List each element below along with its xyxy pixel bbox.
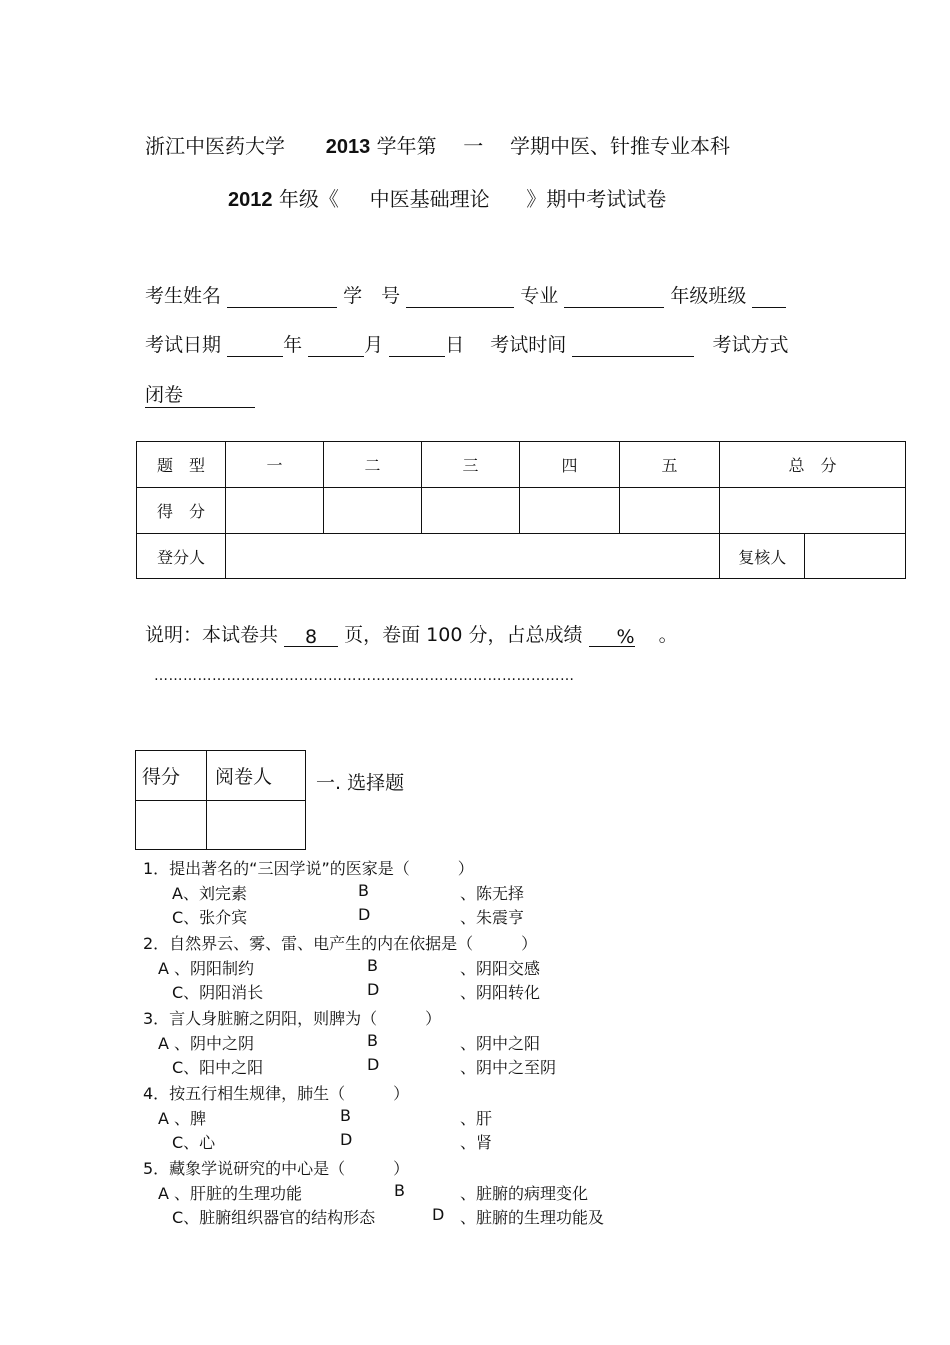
question-stem: 2．自然界云、雾、雷、电产生的内在依据是（ ） — [143, 934, 538, 953]
name-field[interactable] — [227, 287, 337, 308]
page-count: 8 — [284, 626, 338, 647]
grader-label: 阅卷人 — [207, 751, 306, 801]
note-text: 分，占总成绩 — [468, 624, 583, 646]
header-part-4: 四 — [520, 442, 620, 488]
question-stem: 1．提出著名的“三因学说”的医家是（ ） — [143, 859, 474, 878]
option-b[interactable]: 、阴中之阳 — [460, 1034, 541, 1053]
title-text: 学期中医、针推专业本科 — [510, 134, 731, 158]
header-part-1: 一 — [226, 442, 324, 488]
exam-time-label: 考试时间 — [490, 334, 567, 356]
year-unit: 年 — [283, 334, 303, 356]
day-unit: 日 — [445, 334, 465, 356]
option-c[interactable]: C、阴阳消长 — [172, 983, 264, 1002]
academic-year: 2013 — [325, 136, 371, 158]
option-d-letter[interactable]: D — [340, 1130, 353, 1149]
exam-month-field[interactable] — [308, 336, 364, 357]
note-text: 。 — [658, 624, 678, 646]
title-line-2 — [228, 183, 666, 212]
name-label: 考生姓名 — [145, 285, 222, 307]
university-name: 浙江中医药大学 — [145, 134, 285, 158]
option-c[interactable]: C、脏腑组织器官的结构形态 — [172, 1208, 376, 1227]
option-d-letter[interactable]: D — [367, 980, 380, 999]
total-points: 100 — [426, 624, 463, 646]
option-b-letter[interactable]: B — [394, 1181, 405, 1200]
grader-cell[interactable] — [207, 801, 306, 850]
major-field[interactable] — [564, 287, 664, 308]
score-row-label: 得 分 — [137, 488, 226, 534]
exam-date-label: 考试日期 — [145, 334, 222, 356]
option-d-letter[interactable]: D — [358, 905, 371, 924]
header-part-3: 三 — [422, 442, 520, 488]
option-d[interactable]: 、肾 — [460, 1133, 493, 1152]
exam-time-field[interactable] — [572, 336, 694, 357]
score-cell[interactable] — [226, 488, 324, 534]
question-stem: 5．藏象学说研究的中心是（ ） — [143, 1159, 410, 1178]
header-question-type: 题 型 — [137, 442, 226, 488]
note-text: 说明：本试卷共 — [145, 624, 279, 646]
title-text: 》期中考试试卷 — [526, 187, 667, 211]
exam-mode-row — [145, 380, 255, 408]
option-b[interactable]: 、阴阳交感 — [460, 959, 541, 978]
option-a[interactable]: A、刘完素 — [172, 884, 247, 903]
exam-day-field[interactable] — [389, 336, 445, 357]
option-a[interactable]: A 、脾 — [158, 1109, 207, 1128]
dotted-divider: …………………………………………………………………………… — [154, 668, 575, 684]
score-cell[interactable] — [520, 488, 620, 534]
option-a[interactable]: A 、阴中之阴 — [158, 1034, 255, 1053]
course-name: 中医基础理论 — [369, 187, 490, 211]
option-b[interactable]: 、肝 — [460, 1109, 493, 1128]
grade-year: 2012 — [228, 189, 273, 211]
term-number: 一 — [463, 134, 484, 158]
option-c[interactable]: C、张介宾 — [172, 908, 248, 927]
title-line-1 — [145, 130, 730, 159]
option-b-letter[interactable]: B — [358, 881, 369, 900]
exam-year-field[interactable] — [227, 336, 283, 357]
exam-note — [145, 620, 678, 647]
reviewer-label: 复核人 — [720, 534, 805, 579]
option-d[interactable]: 、朱震亨 — [460, 908, 525, 927]
question-stem: 4．按五行相生规律，肺生（ ） — [143, 1084, 410, 1103]
option-d[interactable]: 、阴阳转化 — [460, 983, 541, 1002]
option-b[interactable]: 、陈无择 — [460, 884, 525, 903]
recorder-cell[interactable] — [226, 534, 720, 579]
score-cell[interactable] — [422, 488, 520, 534]
question-stem: 3．言人身脏腑之阴阳，则脾为（ ） — [143, 1009, 442, 1028]
option-a[interactable]: A 、肝脏的生理功能 — [158, 1184, 303, 1203]
title-text: 年级《 — [278, 187, 339, 211]
option-c[interactable]: C、心 — [172, 1133, 216, 1152]
grade-score-label: 得分 — [136, 751, 207, 801]
percent-field: % — [589, 626, 635, 647]
option-b-letter[interactable]: B — [367, 956, 378, 975]
header-part-5: 五 — [620, 442, 720, 488]
reviewer-cell[interactable] — [805, 534, 906, 579]
student-id-label: 学 号 — [343, 285, 401, 307]
grading-box — [135, 750, 306, 850]
grade-score-cell[interactable] — [136, 801, 207, 850]
recorder-label: 登分人 — [137, 534, 226, 579]
month-unit: 月 — [364, 334, 384, 356]
option-b-letter[interactable]: B — [367, 1031, 378, 1050]
score-cell[interactable] — [620, 488, 720, 534]
option-b[interactable]: 、脏腑的病理变化 — [460, 1184, 589, 1203]
option-c[interactable]: C、阳中之阳 — [172, 1058, 264, 1077]
option-a[interactable]: A 、阴阳制约 — [158, 959, 255, 978]
total-score-cell[interactable] — [720, 488, 906, 534]
exam-mode-value: 闭卷 — [145, 380, 255, 408]
option-d[interactable]: 、阴中之至阴 — [460, 1058, 557, 1077]
class-field[interactable] — [752, 287, 786, 308]
student-id-field[interactable] — [406, 287, 514, 308]
option-d-letter[interactable]: D — [432, 1205, 445, 1224]
exam-mode-label: 考试方式 — [712, 334, 789, 356]
exam-info-row — [145, 330, 788, 357]
header-total: 总 分 — [720, 442, 906, 488]
note-text: 页，卷面 — [344, 624, 421, 646]
score-cell[interactable] — [324, 488, 422, 534]
option-d[interactable]: 、脏腑的生理功能及 — [460, 1208, 605, 1227]
score-table — [136, 441, 906, 579]
major-label: 专业 — [520, 285, 559, 307]
class-label: 年级班级 — [670, 285, 747, 307]
header-part-2: 二 — [324, 442, 422, 488]
option-d-letter[interactable]: D — [367, 1055, 380, 1074]
section-title: 一. 选择题 — [316, 772, 405, 794]
student-info-row — [145, 281, 786, 308]
title-text: 学年第 — [376, 134, 437, 158]
option-b-letter[interactable]: B — [340, 1106, 351, 1125]
